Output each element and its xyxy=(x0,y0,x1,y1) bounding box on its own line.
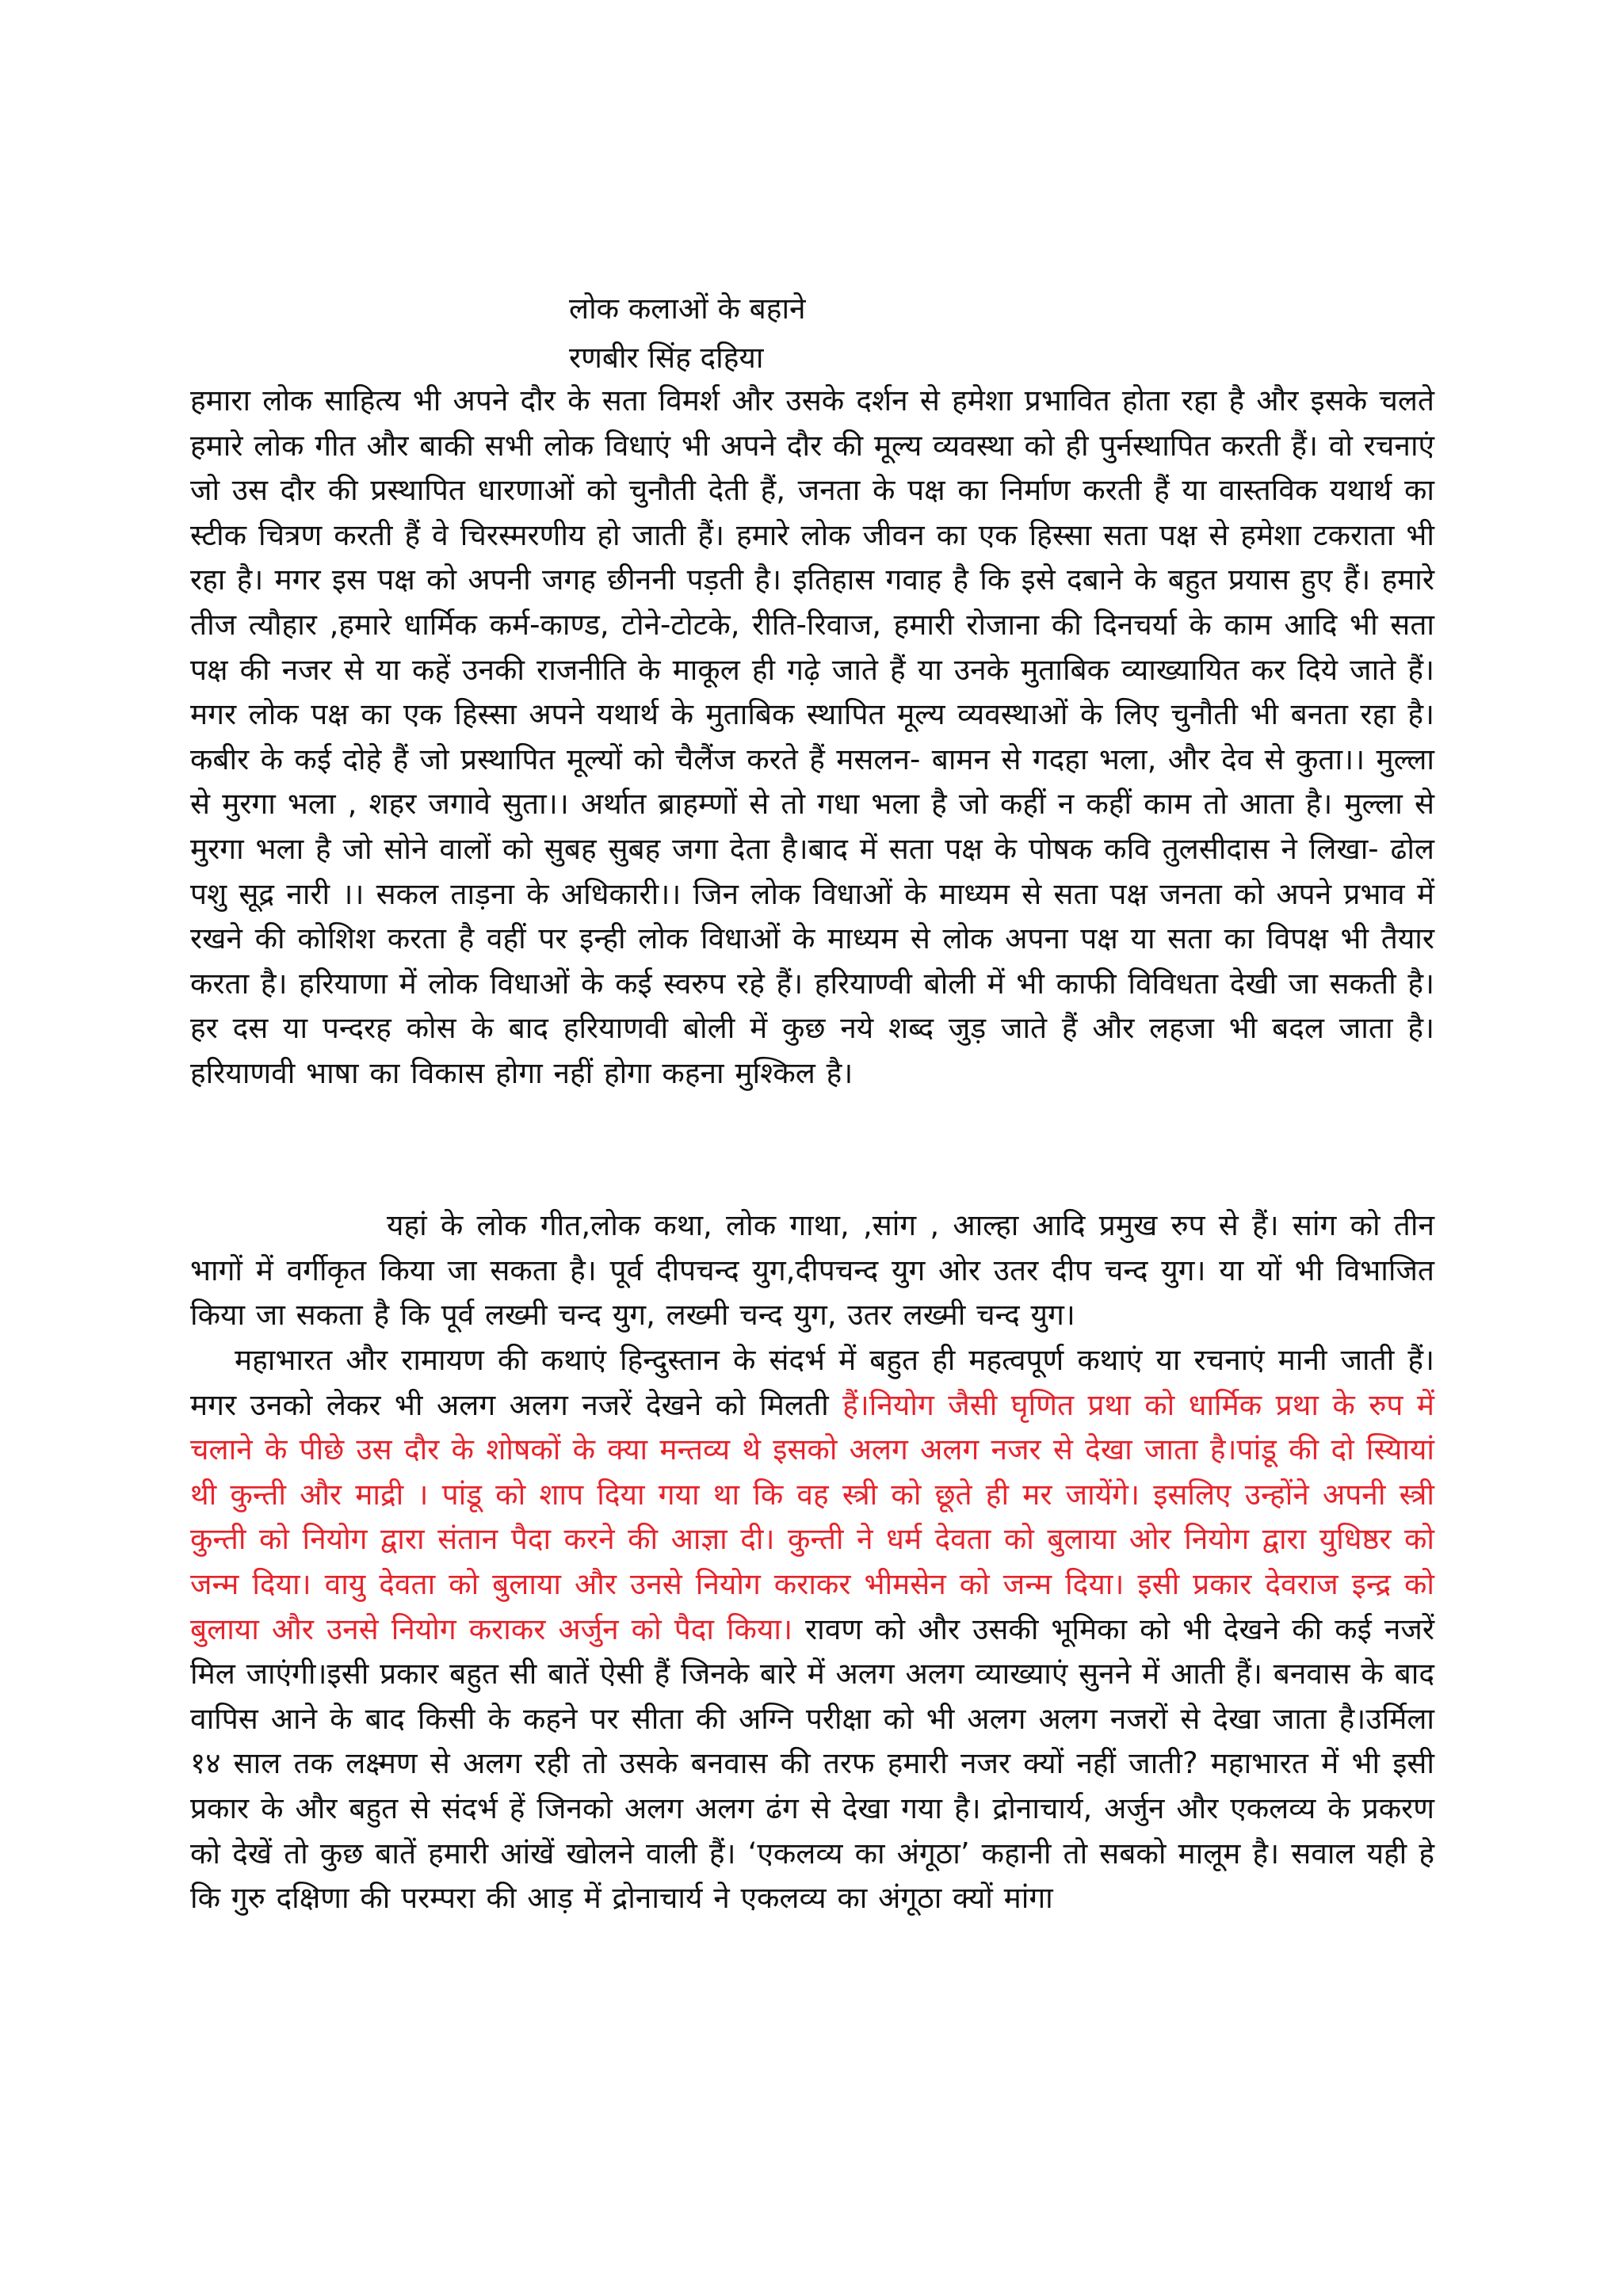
paragraph-3-start: महाभारत और रामायण की कथाएं हिन्दुस्तान के संदर्भ में बहुत ही महत्वपूर्ण कथाएं या रचनाएं मानी जाती हैं।मगर उनको लेकर भी अलग अलग नजरें देखने को मिलती xyxy=(190,1343,1434,1422)
paragraph-1: हमारा लोक साहित्य भी अपने दौर के सता विमर्श और उसके दर्शन से हमेशा प्रभावित होता रहा है और इसके चलते हमारे लोक गीत और बाकी सभी लोक विधाएं भी अपने दौर की मूल्य व्यवस्था को ही पुर्नस्थापित करती हैं। वो रचनाएं जो उस दौर की प्रस्थापित धारणाओं को चुनौती देती हैं, जनता के पक्ष का निर्माण करती हैं या वास्तविक यथार्थ का स्टीक चित्रण करती हैं वे चिरस्मरणीय हो जाती हैं। हमारे लोक जीवन का एक हिस्सा सता पक्ष से हमेशा टकराता भी रहा है। मगर इस पक्ष को अपनी जगह छीननी पड़ती है। इतिहास गवाह है कि इसे दबाने के बहुत प्रयास हुए हैं। हमारे तीज त्यौहार ,हमारे धार्मिक कर्म-काण्ड, टोने-टोटके, रीति-रिवाज, हमारी रोजाना की दिनचर्या के काम आदि भी सता पक्ष की नजर से या कहें उनकी राजनीति के माकूल ही गढ़े जाते हैं या उनके मुताबिक व्याख्यायित कर दिये जाते हैं। मगर लोक पक्ष का एक हिस्सा अपने यथार्थ के मुताबिक स्थापित मूल्य व्यवस्थाओं के लिए चुनौती भी बनता रहा है।कबीर के कई दोहे हैं जो प्रस्थापित मूल्यों को चैलैंज करते हैं मसलन- बामन से गदहा भला, और देव से कुता।। मुल्ला से मुरगा भला , शहर जगावे सुता।। अर्थात ब्राहम्णों से तो गधा भला है जो कहीं न कहीं काम तो आता है। मुल्ला से मुरगा भला है जो सोने वालों को सुबह सुबह जगा देता है।बाद में सता पक्ष के पोषक कवि तुलसीदास ने लिखा- ढोल पशु सूद्र नारी ।। सकल ताड़ना के अधिकारी।। जिन लोक विधाओं के माध्यम से सता पक्ष जनता को अपने प्रभाव में रखने की कोशिश करता है वहीं पर इन्ही लोक विधाओं के माध्यम से लोक अपना पक्ष या सता का विपक्ष भी तैयार करता है। हरियाणा में लोक विधाओं के कई स्वरुप रहे हैं। हरियाण्वी बोली में भी काफी विविधता देखी जा सकती है। हर दस या पन्दरह कोस के बाद हरियाणवी बोली में कुछ नये शब्द जुड़ जाते हैं और लहजा भी बदल जाता है। हरियाणवी भाषा का विकास होगा नहीं होगा कहना मुश्किल है। xyxy=(190,383,1434,1090)
paragraph-3-highlight: हैं।नियोग जैसी घृणित प्रथा को धार्मिक प्रथा के रुप में चलाने के पीछे उस दौर के शोषकों के क्या मन्तव्य थे इसको अलग अलग नजर से देखा जाता है।पांडू की दो स्यिायां थी कुन्ती और माद्री । पांडू को शाप दिया गया था कि वह स्त्री को छूते ही मर जायेंगे। इसलिए उन्होंने अपनी स्त्री कुन्ती को नियोग द्वारा संतान पैदा करने की आज्ञा दी। कुन्ती ने धर्म देवता को बुलाया ओर नियोग द्वारा युधिष्ठर को जन्म दिया। वायु देवता को बुलाया और उनसे नियोग कराकर भीमसेन को जन्म दिया। इसी प्रकार देवराज इन्द्र को बुलाया और उनसे नियोग कराकर अर्जुन को पैदा किया। xyxy=(190,1387,1434,1646)
paragraph-3-end: रावण को और उसकी भूमिका को भी देखने की कई नजरें मिल जाएंगी।इसी प्रकार बहुत सी बातें ऐसी हैं जिनके बारे में अलग अलग व्याख्याएं सुनने में आती हैं। बनवास के बाद वापिस आने के बाद किसी के कहने पर सीता की अग्नि परीक्षा को भी अलग अलग नजरों से देखा जाता है।उर्मिला १४ साल तक लक्ष्मण से अलग रही तो उसके बनवास की तरफ हमारी नजर क्यों नहीं जाती? महाभारत में भी इसी प्रकार के और बहुत से संदर्भ हें जिनको अलग अलग ढंग से देखा गया है। द्रोनाचार्य, अर्जुन और एकलव्य के प्रकरण को देखें तो कुछ बातें हमारी आंखें खोलने वाली हैं। ‘एकलव्य का अंगूठा’ कहानी तो सबको मालूम है। सवाल यही हे कि गुरु दक्षिणा की परम्परा की आड़ में द्रोनाचार्य ने एकलव्य का अंगूठा क्यों मांगा xyxy=(190,1611,1434,1916)
document-author: रणबीर सिंह दहिया xyxy=(569,341,764,375)
paragraph-2: यहां के लोक गीत,लोक कथा, लोक गाथा, ,सांग , आल्हा आदि प्रमुख रुप से हैं। सांग को तीन भागों में वर्गीकृत किया जा सकता है। पूर्व दीपचन्द युग,दीपचन्द युग ओर उतर दीप चन्द युग। या यों भी विभाजित किया जा सकता है कि पूर्व लख्मी चन्द युग, लख्मी चन्द युग, उतर लख्मी चन्द युग। xyxy=(190,1208,1434,1333)
paragraph-3 xyxy=(190,1338,1434,1921)
document-title: लोक कलाओं के बहाने xyxy=(569,292,806,326)
